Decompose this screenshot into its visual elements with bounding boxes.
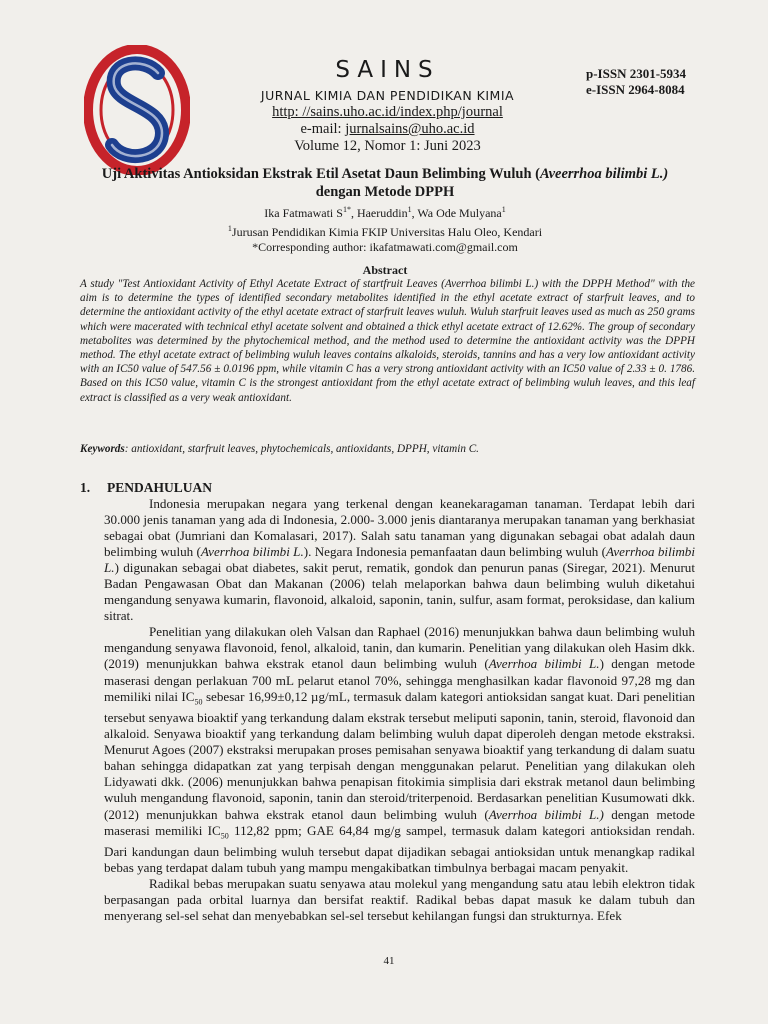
email-prefix: e-mail: [300,121,346,137]
paragraph-1 [104,496,695,624]
p1-text-c: ) digunakan sebagai obat diabetes, sakit perut, rematik, gondok dan penurun panas (Siregar, 2021). Menurut Badan Pengawasan Obat dan Makanan (2006) telah melaporkan bahwa daun belimbing wuluh diketahui mengandung senyawa kumarin, flavonoid, alkaloid, saponin, tanin, sulfur, asam format, peroksidase, dan kalium sitrat. [104,560,695,624]
author-block [80,202,690,255]
abstract-text: A study "Test Antioxidant Activity of Ethyl Acetate Extract of startfruit Leaves (Averrhoa bilimbi L.) with the DPPH Method" with the aim is to determine the types of identified secondary metabolites identified in the ethyl acetate extract of starfruit leaves, and to determine the antioxidant activity of the ethyl acetate extract of starfruit leaves wuluh. Wuluh starfruit leaves used as much as 250 grams which were macerated with technical ethyl acetate solvent and obtained a thick ethyl acetate extract of 12.62%. The group of secondary metabolites was determined by the phytochemical method, and the method used to determine the antioxidant activity was the DPPH method. The ethyl acetate extract of belimbing wuluh leaves contains alkaloids, steroids, tannins and has a very low antioxidant activity with an IC50 value of 547.56 ± 0.0196 ppm, while vitamin C has a very strong antioxidant activity with an IC50 value of 2.33 ± 0. 1786. Based on this IC50 value, vitamin C is the strongest antioxidant from the ethyl acetate extract of belimbing wuluh leaves, and this leaf extract is classified as a very weak antioxidant. [80,278,695,404]
journal-url-link[interactable]: http: //sains.uho.ac.id/index.php/journal [272,104,503,120]
p2-species-b: Averrhoa bilimbi L.) [488,806,604,822]
p2-text-b: ) dengan metode maserasi dengan perlakuan 700 mL pelarut etanol 70%, sehingga menghasilkan kadar flavonoid 97,28 mg dan memiliki nilai IC [104,656,695,704]
issn-block [586,66,686,98]
p2-ic50-sub-a: 50 [194,697,203,707]
p2-text-c: sebesar 16,99±0,12 µg/mL, termasuk dalam kategori antioksidan sangat kuat. Dari penelitian tersebut senyawa bioaktif yang terkandung dalam ekstrak tersebut meliputi saponin, tanin, steroid, flavonoid dan alkaloid. Senyawa bioaktif yang terkandung dalam belimbing wuluh dapat diperoleh dengan metode ekstraksi. Menurut Agoes (2007) ekstraksi merupakan proses pemisahan senyawa bioaktif yang terkandung di dalam suatu bahan sehingga didapatkan zat yang terpisah dengan menggunakan pelarut. Penelitian yang dilakukan oleh Lidyawati dkk. (2006) menunjukkan bahwa penapisan fitokimia simplisia dari ekstrak metanol daun belimbing wuluh mengandung flavonoid, saponin, tanin dan steroid/triterpenoid. Berdasarkan penelitian Kusumowati dkk. (2012) menunjukkan bahwa ekstrak etanol daun belimbing wuluh ( [104,688,695,822]
section-number: 1. [80,480,91,495]
p1-text-a: Indonesia merupakan negara yang terkenal dengan keanekaragaman tanaman. Terdapat lebih dari 30.000 jenis tanaman yang ada di Indonesia, 2.000- 3.000 jenis diantaranya merupakan tanaman yang berkhasiat sebagai obat (Jumriani dan Komalasari, 2017). Salah satu tanaman yang digunakan sebagai obat adalah daun belimbing wuluh ( [104,496,695,560]
p2-text-d: dengan metode maserasi memiliki IC [104,806,695,838]
keywords-list: : antioxidant, starfruit leaves, phytochemicals, antioxidants, DPPH, vitamin C. [124,443,479,455]
p2-species-a: Averrhoa bilimbi L. [488,656,600,672]
title-species: Aveerrhoa bilimbi L.) [539,166,669,182]
article-title [80,165,690,201]
author-3-sup: 1 [501,205,506,214]
masthead [215,56,560,155]
p2-text-e: 112,82 ppm; GAE 64,84 mg/g sampel, termasuk dalam kategori antioksidan rendah. Dari kandungan daun belimbing wuluh tersebut dapat dijadikan sebagai antioksidan untuk menangkap radikal bebas yang terdapat dalam tubuh yang mampu mengakibatkan timbulnya berbagai macam penyakit. [104,822,695,876]
abstract-heading: Abstract [362,263,408,277]
keywords-line [80,443,695,455]
journal-email-line [215,121,560,138]
volume-issue: Volume 12, Nomor 1: Juni 2023 [294,138,481,154]
p1-species-b: Averrhoa bilimbi L. [104,544,695,576]
author-3: , Wa Ode Mulyana [411,206,502,220]
journal-short-name: SAINS [335,57,440,83]
journal-logo-icon [84,45,190,175]
p1-species-a: Averrhoa bilimbi L. [200,544,304,560]
author-1: Ika Fatmawati S [264,206,343,220]
paragraph-2 [104,624,695,876]
author-2: , Haeruddin [350,206,408,220]
p1-text-b: ). Negara Indonesia pemanfaatan daun belimbing wuluh ( [303,544,607,560]
author-list [80,202,690,221]
section-body [104,496,695,924]
corresponding-author: *Corresponding author: ikafatmawati.com@gmail.com [252,240,518,254]
author-1-sup: 1* [342,205,351,214]
affiliation-sup: 1 [227,224,232,233]
journal-full-name: JURNAL KIMIA DAN PENDIDIKAN KIMIA [260,88,515,103]
p2-text-a: Penelitian yang dilakukan oleh Valsan dan Raphael (2016) menunjukkan bahwa daun belimbing wuluh mengandung senyawa flavonoid, fenol, alkaloid, tanin, dan kumarin. Penelitian yang dilakukan oleh Hasim dkk. (2019) menunjukkan bahwa ekstrak etanol daun belimbing wuluh ( [104,624,695,672]
keywords-label: Keywords [80,443,125,455]
p2-ic50-sub-b: 50 [220,831,229,841]
paragraph-3: Radikal bebas merupakan suatu senyawa atau molekul yang mengandung satu atau lebih elektron tidak berpasangan pada orbital luarnya dan bersifat reaktif. Radikal bebas dapat masuk ke dalam tubuh dan menyerang sel-sel sehat dan menyebabkan sel-sel tersebut kehilangan fungsi dan strukturnya. Efek [104,876,695,924]
affiliation [80,221,690,240]
page-number: 41 [383,955,395,967]
journal-email-link[interactable]: jurnalsains@uho.ac.id [345,121,475,137]
title-part2: dengan Metode DPPH [315,184,455,200]
title-part1: Uji Aktivitas Antioksidan Ekstrak Etil Asetat Daun Belimbing Wuluh ( [101,166,540,182]
section-heading [80,480,212,496]
section-title: PENDAHULUAN [107,480,213,495]
p-issn: p-ISSN 2301-5934 [586,66,687,81]
affiliation-text: Jurusan Pendidikan Kimia FKIP Universitas Halu Oleo, Kendari [231,225,543,239]
e-issn: e-ISSN 2964-8084 [586,82,685,97]
author-2-sup: 1 [407,205,412,214]
